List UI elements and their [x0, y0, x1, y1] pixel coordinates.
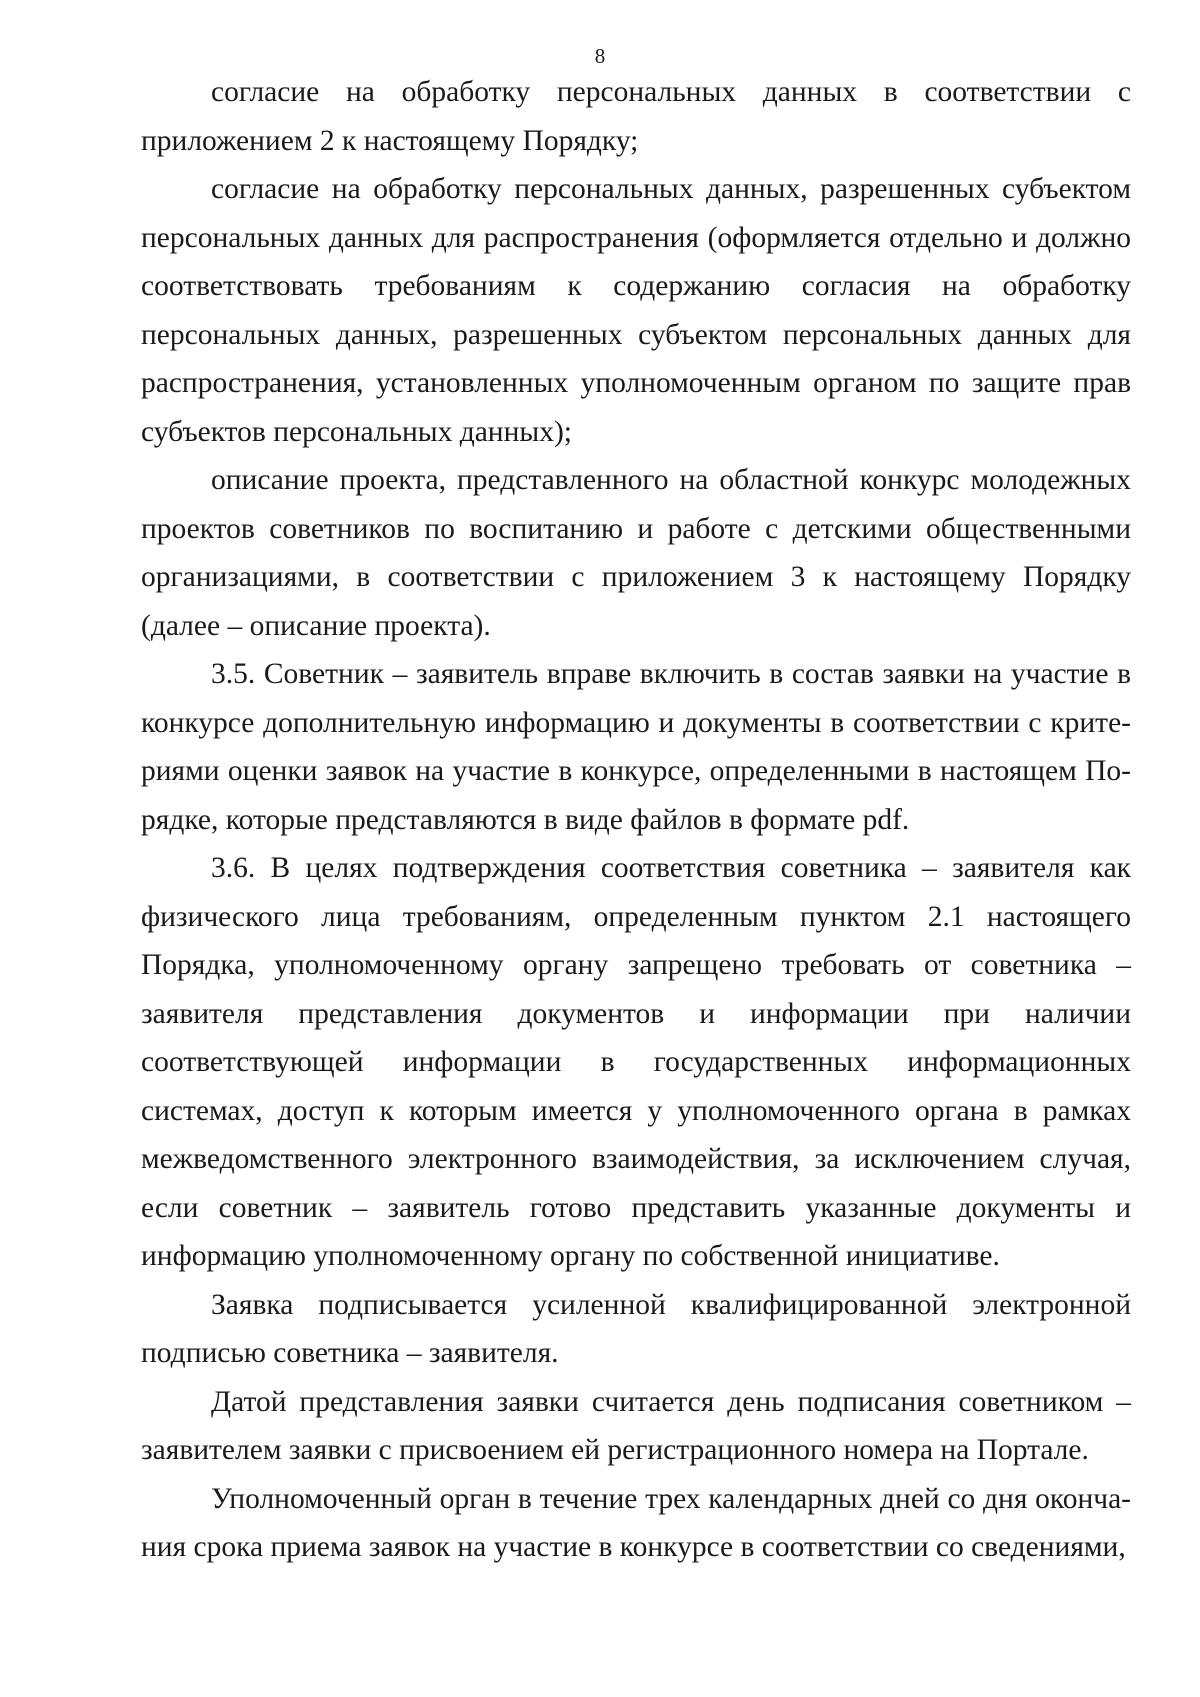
page-number: 8 [594, 44, 606, 68]
paragraph-project-description: описание проекта, представленного на областной конкурс молодежных проектов советников по воспитанию и работе с детскими общественными организациями, в соответствии с приложением 3 к настоящему Порядку (далее – описание проекта). [141, 464, 1131, 642]
paragraph-authorized-body: Уполномоченный орган в течение трех календарных дней со дня окончания срока приема заявок на участие в конкурсе в соответствии со сведениями, [141, 1482, 1131, 1563]
paragraph-signature: Заявка подписывается усиленной квалифицированной электронной подписью советника – заявителя. [141, 1288, 1131, 1369]
body-text [141, 68, 1131, 1572]
paragraph-consent-distribution: согласие на обработку персональных данных, разрешенных субъектом персональных данных для распространения (оформляется отдельно и должно соответствовать требованиям к содержанию согласия на обработку персональных данных, разрешенных субъектом персональных данных для распространения, установленных уполномоченным органом по защите прав субъектов персональных данных); [141, 173, 1131, 448]
paragraph-section-3-6: 3.6. В целях подтверждения соответствия советника – заявителя как физического лица требованиям, определенным пунктом 2.1 настоящего Порядка, уполномоченному органу запрещено требовать от советника – заявителя представления документов и информации при наличии соответствующей информации в государственных информационных системах, доступ к которым имеется у уполномоченного органа в рамках межведомственного электронного взаимодействия, за исключением случая, если советник – заявитель готово представить указанные документы и информацию уполномоченному органу по собственной инициативе. [141, 852, 1131, 1272]
paragraph-submission-date: Датой представления заявки считается день подписания советником – заявителем заявки с присвоением ей регистрационного номера на Портале. [141, 1385, 1131, 1466]
paragraph-consent-personal-data: согласие на обработку персональных данных в соответствии с приложением 2 к настоящему Порядку; [141, 76, 1131, 157]
paragraph-section-3-5: 3.5. Советник – заявитель вправе включить в состав заявки на участие в конкурсе дополнительную информацию и документы в соответствии с критериями оценки заявок на участие в конкурсе, определенными в настоящем Порядке, которые представляются в виде файлов в формате pdf. [141, 658, 1131, 836]
